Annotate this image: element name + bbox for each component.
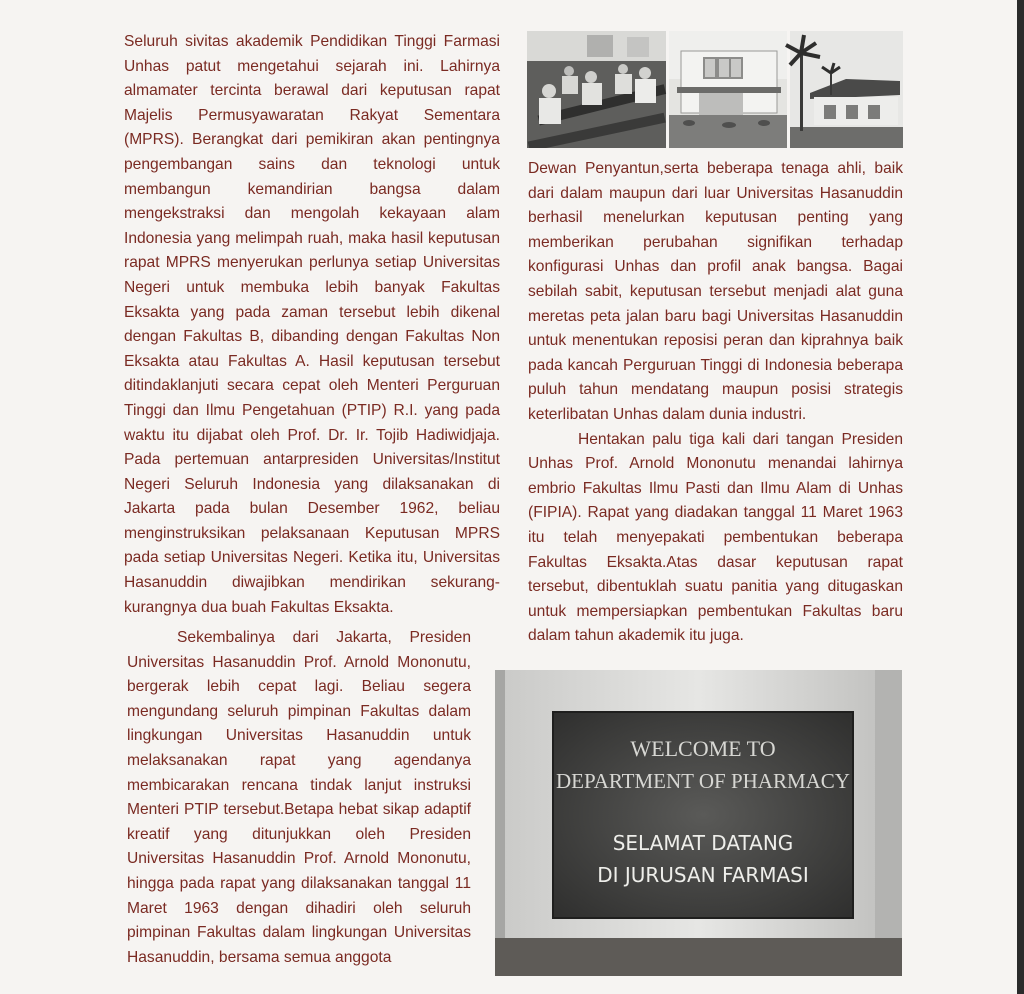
building-photo <box>669 31 787 148</box>
paragraph-4: Hentakan palu tiga kali dari tangan Presiden Unhas Prof. Arnold Mononutu menandai lahirnya embrio Fakultas Ilmu Pasti dan Ilmu Alam di Unhas (FIPIA). Rapat yang diadakan tanggal 11 Maret 1963 itu telah menyepakati pembentukan beberapa Fakultas Eksakta.Atas dasar keputusan rapat tersebut, dibentuklah suatu panitia yang ditugaskan untuk mempersiapkan pembentukan Fakultas baru dalam tahun akademik itu juga. <box>528 430 903 645</box>
sign-line-2: DEPARTMENT OF PHARMACY <box>556 769 850 793</box>
article-column-left <box>124 30 500 620</box>
page-edge-bar <box>1017 0 1024 994</box>
paragraph-2: Sekembalinya dari Jakarta, Presiden Universitas Hasanuddin Prof. Arnold Mononutu, bergerak lebih cepat lagi. Beliau segera mengundang seluruh pimpinan Fakultas dalam lingkungan Universitas Hasanuddin untuk melaksanakan rapat yang agendanya membicarakan rencana tindak lanjut instruksi Menteri PTIP tersebut.Betapa hebat sikap adaptif kreatif yang ditunjukkan oleh Presiden Universitas Hasanuddin Prof. Arnold Mononutu, hingga pada rapat yang dilaksanakan tanggal 11 Maret 1963 dengan dihadiri oleh seluruh pimpinan Fakultas dalam lingkungan Universitas Hasanuddin, bersama semua anggota <box>127 629 471 966</box>
house-photo <box>786 31 903 148</box>
classroom-photo <box>527 31 666 148</box>
article-column-right <box>528 157 903 649</box>
pharmacy-sign-photo <box>495 670 902 976</box>
paragraph-1: Seluruh sivitas akademik Pendidikan Tinggi Farmasi Unhas patut mengetahui sejarah ini. Lahirnya almamater tercinta berawal dari keputusan rapat Majelis Permusyawaratan Rakyat Sementara (MPRS). Berangkat dari pemikiran akan pentingnya pengembangan sains dan teknologi untuk membangun kemandirian bangsa dalam mengekstraksi dan mengolah kekayaan alam Indonesia yang melimpah ruah, maka hasil keputusan rapat MPRS menyerukan perlunya setiap Universitas Negeri untuk membuka lebih banyak Fakultas Eksakta yang pada zaman tersebut lebih dikenal dengan Fakultas B, dibanding dengan Fakultas Non Eksakta atau Fakultas A. Hasil keputusan tersebut ditindaklanjuti secara cepat oleh Menteri Perguruan Tinggi dan Ilmu Pengetahuan (PTIP) R.I. yang pada waktu itu dijabat oleh Prof. Dr. Ir. Tojib Hadiwidjaja. Pada pertemuan antarpresiden Universitas/Institut Negeri Seluruh Indonesia yang dilaksanakan di Jakarta pada bulan Desember 1962, beliau menginstruksikan pelaksanaan Keputusan MPRS pada setiap Universitas Negeri. Ketika itu, Universitas Hasanuddin diwajibkan mendirikan sekurang-kurangnya dua buah Fakultas Eksakta. <box>124 33 500 616</box>
paragraph-3: Dewan Penyantun,serta beberapa tenaga ahli, baik dari dalam maupun dari luar Universitas Hasanuddin berhasil menelurkan keputusan penting yang memberikan perubahan signifikan terhadap konfigurasi Unhas dan profil anak bangsa. Bagai sebilah sabit, keputusan tersebut menjadi alat guna meretas peta jalan baru bagi Universitas Hasanuddin untuk menentukan reposisi peran dan kiprahnya baik pada kancah Perguruan Tinggi di Indonesia beberapa puluh tahun mendatang maupun posisi strategis keterlibatan Unhas dalam dunia industri. <box>528 160 903 423</box>
sign-line-4: DI JURUSAN FARMASI <box>597 863 809 887</box>
sign-line-1: WELCOME TO <box>630 736 776 761</box>
photo-strip <box>527 31 903 148</box>
article-column-left-lower <box>127 626 471 970</box>
sign-line-3: SELAMAT DATANG <box>612 831 794 855</box>
